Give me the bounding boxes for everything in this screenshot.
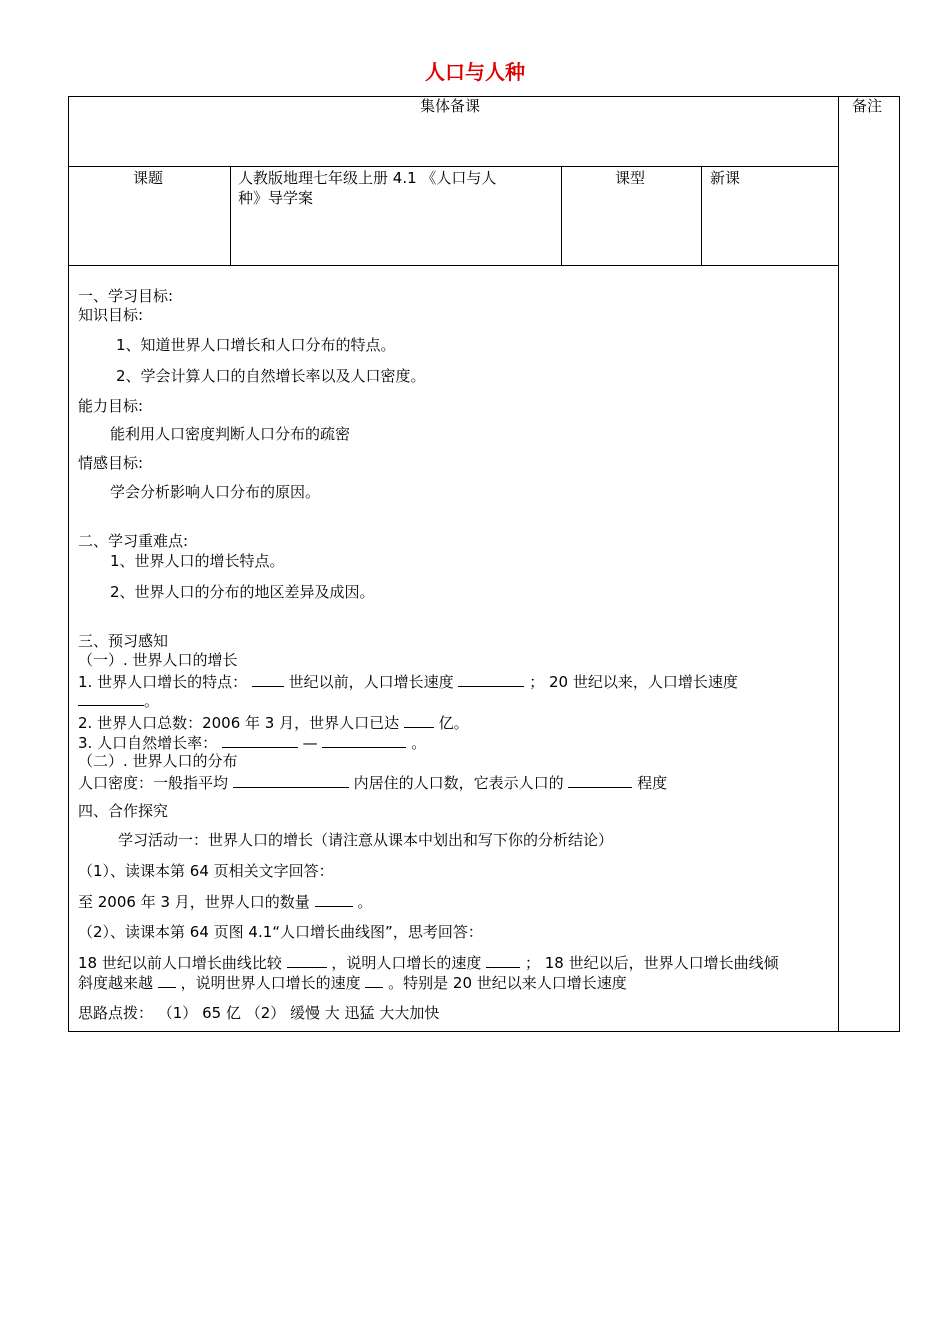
knowledge-goals-label: 知识目标:: [78, 306, 144, 324]
header-row-divider: [68, 166, 838, 167]
blank-century[interactable]: [252, 672, 284, 687]
section3-title: 三、预习感知: [78, 632, 169, 650]
key-point-2: 2、世界人口的分布的地区差异及成因。: [110, 583, 375, 601]
document-title: 人口与人种: [425, 60, 525, 84]
question-1-line1: [78, 672, 738, 691]
question-4-text-a: 人口密度：一般指平均: [78, 774, 229, 792]
question-4-text-c: 程度: [637, 774, 668, 792]
part-2-line1-text-a: 18 世纪以前人口增长曲线比较: [78, 954, 282, 972]
question-1-line2: [78, 691, 159, 710]
activity-1: 学习活动一：世界人口的增长（请注意从课本中划出和写下你的分析结论）: [118, 831, 614, 849]
remarks-heading: 备注: [852, 97, 883, 115]
subsection-population-distribution: （二）. 世界人口的分布: [78, 752, 238, 770]
blank-density-degree[interactable]: [568, 773, 632, 788]
emotion-goals-label: 情感目标:: [78, 454, 144, 472]
info-row-divider: [68, 265, 838, 266]
ability-goals-label: 能力目标:: [78, 397, 144, 415]
blank-population-total[interactable]: [404, 713, 434, 728]
info-divider-1: [230, 166, 231, 265]
knowledge-goal-2: 2、学会计算人口的自然增长率以及人口密度。: [116, 367, 426, 385]
subsection-population-growth: （一）. 世界人口的增长: [78, 651, 238, 669]
answer-hint: 思路点拨： （1） 65 亿 （2） 缓慢 大 迅猛 大大加快: [78, 1004, 440, 1022]
section4-title: 四、合作探究: [78, 802, 169, 820]
info-divider-3: [701, 166, 702, 265]
part-2-prompt: （2）、读课本第 64 页图 4.1“人口增长曲线图”，思考回答：: [78, 923, 483, 941]
part-2-line2-text-c: 。特别是 20 世纪以来人口增长速度: [388, 974, 627, 992]
blank-death-rate[interactable]: [322, 733, 406, 748]
info-divider-2: [561, 166, 562, 265]
question-1-end: 。: [144, 692, 160, 710]
blank-speed-change[interactable]: [365, 973, 383, 988]
question-4-text-b: 内居住的人口数，它表示人口的: [353, 774, 564, 792]
section1-title: 一、学习目标:: [78, 287, 174, 305]
part-1-prompt: （1）、读课本第 64 页相关文字回答：: [78, 862, 334, 880]
remarks-column-divider: [838, 96, 839, 1032]
blank-speed-after[interactable]: [78, 691, 144, 706]
lesson-type-label: 课型: [615, 169, 646, 187]
part-1-answer-text-a: 至 2006 年 3 月，世界人口的数量: [78, 893, 310, 911]
question-1-text-b: 世纪以前，人口增长速度: [288, 673, 454, 691]
blank-growth-speed[interactable]: [486, 953, 520, 968]
topic-value-line1: 人教版地理七年级上册 4.1 《人口与人: [238, 169, 497, 187]
part-1-answer-text-b: 。: [357, 893, 373, 911]
knowledge-goal-1: 1、知道世界人口增长和人口分布的特点。: [116, 336, 396, 354]
lesson-type-value: 新课: [710, 169, 741, 187]
blank-slope[interactable]: [158, 973, 176, 988]
part-2-line1: [78, 953, 779, 972]
section2-title: 二、学习重难点:: [78, 532, 189, 550]
part-2-line1-text-c: ； 18 世纪以后，世界人口增长曲线倾: [525, 954, 779, 972]
emotion-goal-1: 学会分析影响人口分布的原因。: [110, 483, 321, 501]
question-1-text-c: ； 20 世纪以来，人口增长速度: [529, 673, 738, 691]
question-3-text-a: 3. 人口自然增长率：: [78, 734, 218, 752]
question-3-end: 。: [411, 734, 427, 752]
topic-value-line2: 种》导学案: [238, 189, 314, 207]
question-2-text-a: 2. 世界人口总数：2006 年 3 月，世界人口已达: [78, 714, 400, 732]
topic-label: 课题: [133, 169, 164, 187]
blank-curve-shape[interactable]: [287, 953, 327, 968]
part-2-line2: [78, 973, 627, 992]
question-2-text-b: 亿。: [438, 714, 469, 732]
blank-speed-before[interactable]: [458, 672, 524, 687]
part-2-line2-text-a: 斜度越来越: [78, 974, 154, 992]
part-2-line1-text-b: ，说明人口增长的速度: [331, 954, 482, 972]
collective-prep-heading: 集体备课: [420, 97, 481, 115]
part-2-line2-text-b: ，说明世界人口增长的速度: [180, 974, 361, 992]
question-1-text-a: 1. 世界人口增长的特点：: [78, 673, 248, 691]
question-3: [78, 733, 426, 752]
blank-unit-area[interactable]: [233, 773, 349, 788]
blank-2006-population[interactable]: [315, 892, 353, 907]
question-2: [78, 713, 469, 732]
key-point-1: 1、世界人口的增长特点。: [110, 552, 285, 570]
blank-birth-rate[interactable]: [222, 733, 298, 748]
part-1-answer: [78, 892, 372, 911]
question-4: [78, 773, 667, 792]
question-3-dash: —: [302, 734, 318, 752]
ability-goal-1: 能利用人口密度判断人口分布的疏密: [110, 425, 351, 443]
